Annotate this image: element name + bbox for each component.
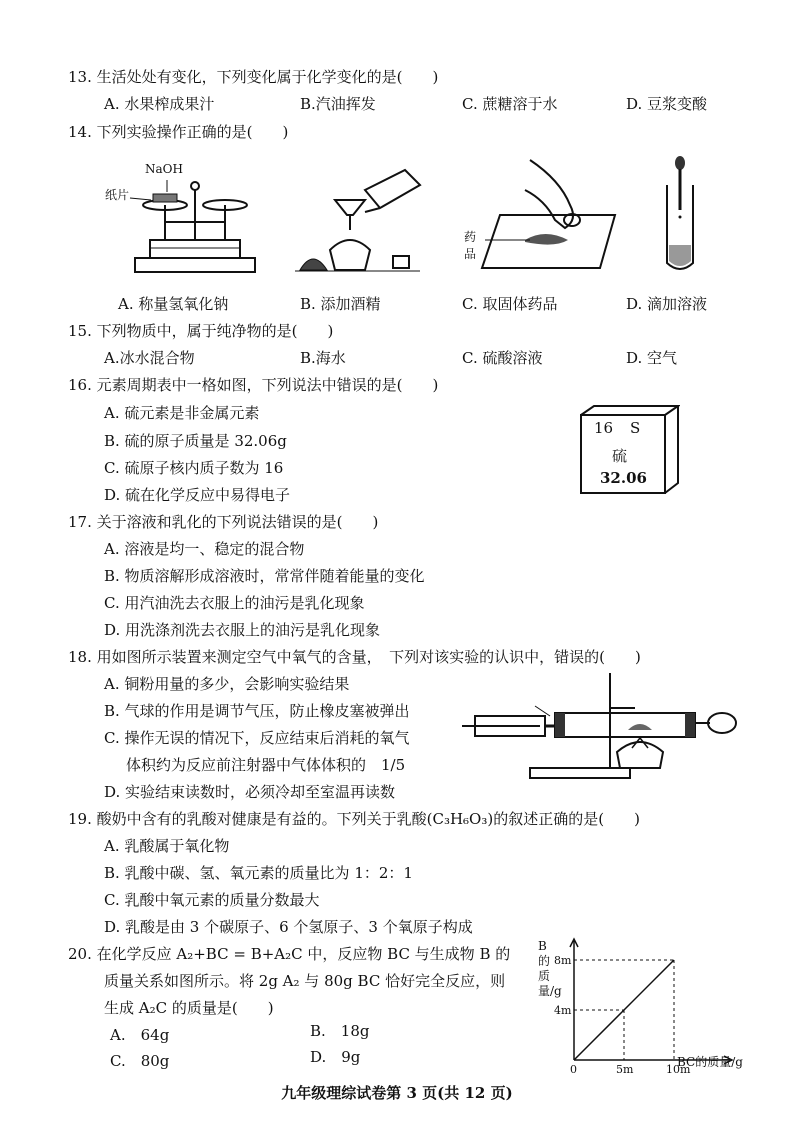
solid-drug-figure bbox=[460, 150, 625, 275]
alcohol-lamp-figure bbox=[295, 160, 425, 275]
q17-option-d: D. 用洗涤剂洗去衣服上的油污是乳化现象 bbox=[104, 621, 381, 639]
y-axis-label: B的质量/g bbox=[538, 939, 562, 998]
q15-option-b: B.海水 bbox=[300, 349, 346, 367]
naoh-label: NaOH bbox=[145, 162, 183, 176]
q18-option-a: A. 铜粉用量的多少，会影响实验结果 bbox=[104, 675, 350, 693]
q20-option-d: D. 9g bbox=[310, 1048, 361, 1066]
q19-option-a: A. 乳酸属于氧化物 bbox=[104, 837, 230, 855]
q20-stem-line2: 质量关系如图所示。将 2g A₂ 与 80g BC 恰好完全反应，则 bbox=[104, 972, 506, 990]
q17-stem: 17. 关于溶液和乳化的下列说法错误的是( ) bbox=[68, 513, 379, 531]
drug-label-1: 药 bbox=[464, 230, 477, 244]
x-tick-label: 0 bbox=[570, 1063, 577, 1075]
q19-option-d: D. 乳酸是由 3 个碳原子、6 个氢原子、3 个氧原子构成 bbox=[104, 918, 473, 936]
q13-stem: 13. 生活处处有变化，下列变化属于化学变化的是( ) bbox=[68, 68, 439, 86]
q13-option-a: A. 水果榨成果汁 bbox=[104, 95, 215, 113]
q14-option-d: D. 滴加溶液 bbox=[626, 295, 708, 313]
q19-option-b: B. 乳酸中碳、氢、氧元素的质量比为 1：2：1 bbox=[104, 864, 413, 882]
mass-relation-chart bbox=[530, 935, 770, 1075]
q18-stem: 18. 用如图所示装置来测定空气中氧气的含量， 下列对该实验的认识中，错误的( ) bbox=[68, 648, 641, 666]
cell-atomic-mass: 32.06 bbox=[600, 469, 647, 487]
oxygen-apparatus-figure bbox=[460, 668, 745, 783]
cell-name: 硫 bbox=[612, 447, 628, 465]
q15-option-c: C. 硫酸溶液 bbox=[462, 349, 543, 367]
paper-label: 纸片 bbox=[105, 188, 130, 202]
q13-option-d: D. 豆浆变酸 bbox=[626, 95, 708, 113]
q19-stem: 19. 酸奶中含有的乳酸对健康是有益的。下列关于乳酸(C₃H₆O₃)的叙述正确的是( ) bbox=[68, 810, 640, 828]
q16-stem: 16. 元素周期表中一格如图，下列说法中错误的是( ) bbox=[68, 376, 439, 394]
x-axis-label: BC的质量/g bbox=[677, 1055, 743, 1069]
x-tick-label: 5m bbox=[616, 1063, 634, 1075]
y-tick-label: 8m bbox=[554, 954, 572, 967]
q13-option-b: B.汽油挥发 bbox=[300, 95, 376, 113]
cell-symbol: S bbox=[630, 419, 641, 437]
q16-option-b: B. 硫的原子质量是 32.06g bbox=[104, 432, 287, 450]
x-tick-label: 10m bbox=[666, 1063, 691, 1075]
q15-option-a: A.冰水混合物 bbox=[104, 349, 195, 367]
q19-option-c: C. 乳酸中氧元素的质量分数最大 bbox=[104, 891, 320, 909]
q15-option-d: D. 空气 bbox=[626, 349, 678, 367]
q17-option-b: B. 物质溶解形成溶液时，常常伴随着能量的变化 bbox=[104, 567, 425, 585]
q20-stem-line3: 生成 A₂C 的质量是( ) bbox=[104, 999, 274, 1017]
q20-option-b: B. 18g bbox=[310, 1022, 370, 1040]
q14-option-b: B. 添加酒精 bbox=[300, 295, 381, 313]
q20-stem-line1: 20. 在化学反应 A₂+BC = B+A₂C 中，反应物 BC 与生成物 B 的 bbox=[68, 945, 511, 963]
q13-option-c: C. 蔗糖溶于水 bbox=[462, 95, 558, 113]
q17-option-c: C. 用汽油洗去衣服上的油污是乳化现象 bbox=[104, 594, 365, 612]
dropper-figure bbox=[655, 155, 705, 275]
q20-option-c: C. 80g bbox=[110, 1052, 170, 1070]
q18-option-b: B. 气球的作用是调节气压，防止橡皮塞被弹出 bbox=[104, 702, 410, 720]
element-cell bbox=[580, 405, 675, 490]
q18-option-c-line1: C. 操作无误的情况下，反应结束后消耗的氧气 bbox=[104, 729, 410, 747]
q14-option-c: C. 取固体药品 bbox=[462, 295, 558, 313]
q16-option-a: A. 硫元素是非金属元素 bbox=[104, 404, 260, 422]
q15-stem: 15. 下列物质中，属于纯净物的是( ) bbox=[68, 322, 334, 340]
q20-option-a: A. 64g bbox=[110, 1026, 170, 1044]
q18-option-c-line2: 体积约为反应前注射器中气体体积的 1/5 bbox=[126, 756, 406, 774]
balance-figure bbox=[105, 150, 275, 280]
q18-option-d: D. 实验结束读数时，必须冷却至室温再读数 bbox=[104, 783, 396, 801]
q14-stem: 14. 下列实验操作正确的是( ) bbox=[68, 123, 289, 141]
q14-option-a: A. 称量氢氧化钠 bbox=[118, 295, 229, 313]
q16-option-d: D. 硫在化学反应中易得电子 bbox=[104, 486, 291, 504]
q16-option-c: C. 硫原子核内质子数为 16 bbox=[104, 459, 284, 477]
cell-atomic-number: 16 bbox=[594, 419, 614, 437]
y-tick-label: 4m bbox=[554, 1004, 572, 1017]
page-footer: 九年级理综试卷第 3 页(共 12 页) bbox=[281, 1084, 513, 1102]
drug-label-2: 品 bbox=[464, 247, 477, 261]
q17-option-a: A. 溶液是均一、稳定的混合物 bbox=[104, 540, 305, 558]
